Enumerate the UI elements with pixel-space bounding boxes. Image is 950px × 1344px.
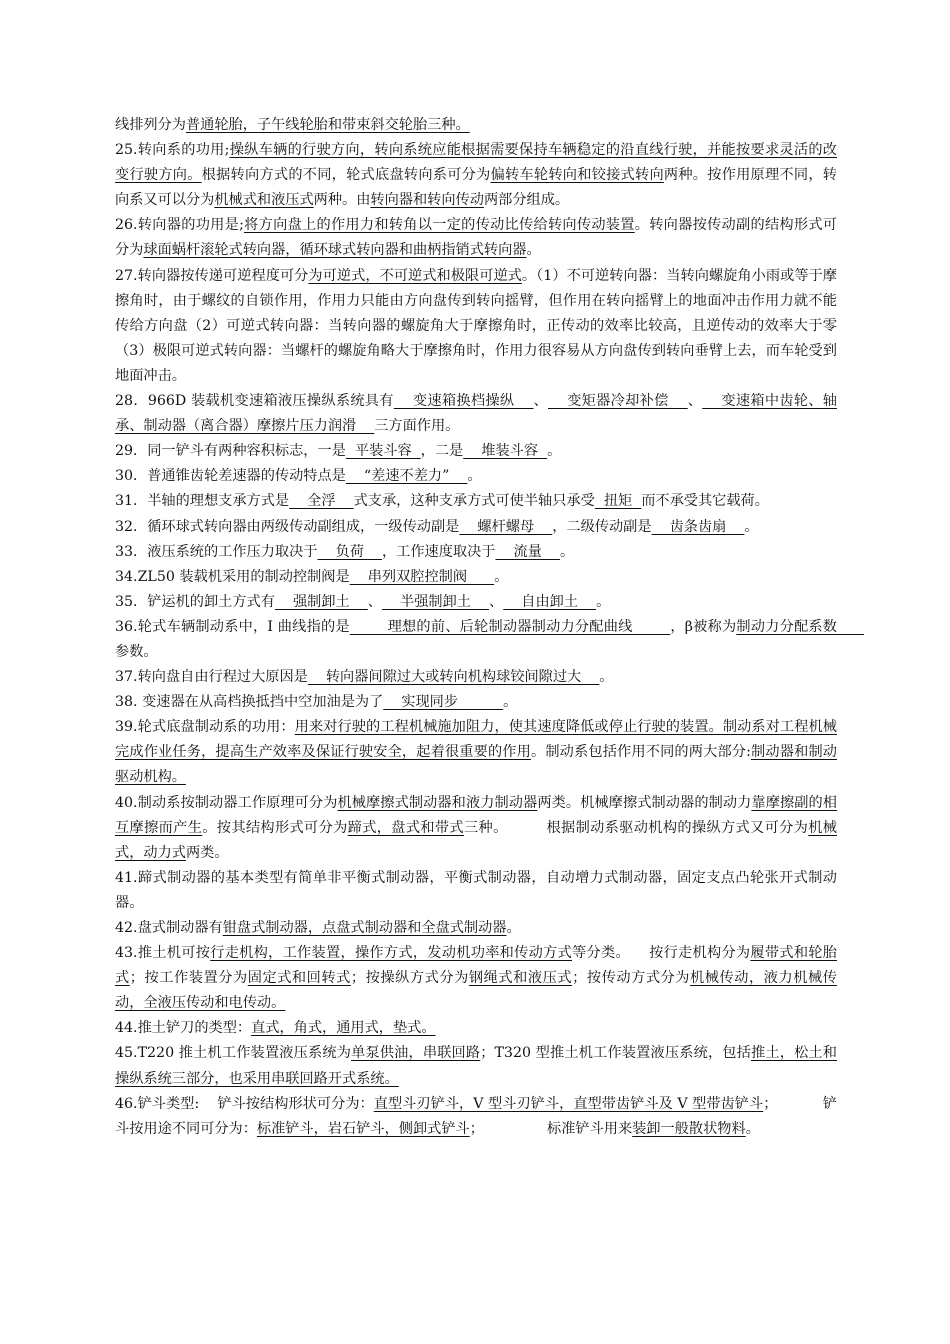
text-run: 。 <box>745 1120 760 1137</box>
text-run: 。 <box>744 518 759 535</box>
underlined-answer: 负荷 <box>317 543 382 560</box>
underlined-answer: 理想的前、后轮制动器制动力分配曲线 <box>349 618 671 635</box>
underlined-answer: “差速不差力” <box>345 468 468 485</box>
underlined-answer: 扭矩 <box>594 493 642 510</box>
underlined-answer: 半强制卸土 <box>381 593 490 610</box>
text-run: 33．液压系统的工作压力取决于 <box>115 543 318 560</box>
text-run: 两部分组成。 <box>483 192 570 209</box>
text-run: 27.转向器按传递可逆程度可分 <box>115 267 309 284</box>
paragraph <box>115 389 837 439</box>
paragraph <box>115 665 837 690</box>
paragraph <box>115 791 837 866</box>
text-run: 26.转向器的功用是; <box>115 217 244 234</box>
text-run: 、 <box>687 393 703 410</box>
paragraph <box>115 590 837 615</box>
text-run: 。 <box>467 468 482 485</box>
underlined-answer: 制动器和制动驱动机构。 <box>115 744 837 786</box>
text-run: 。 <box>494 568 509 585</box>
text-run: 。 <box>547 443 562 460</box>
text-run: 。按其结构形式可分为 <box>202 819 348 836</box>
text-run: 。 <box>506 920 521 936</box>
text-run: ；按操纵方式分为 <box>350 970 469 987</box>
text-run: 两类。机械摩擦式制动器的制动力 <box>537 794 752 811</box>
text-run: 参数。 <box>115 643 158 660</box>
underlined-answer: 变速箱换档操纵 <box>393 393 534 410</box>
paragraph <box>115 113 837 138</box>
text-run: 式支承，这种支承方式可使半轴只承受 <box>353 493 595 510</box>
paragraph <box>115 941 837 1016</box>
text-run: 。（1）不可逆转向器：当转向螺旋角小雨或等于摩擦角时，由于螺纹的自锁作用，作用力只能由方向盘传到转向摇臂，但作用在转向摇臂上的地面冲击作用力就不能传给方向盘（2）可逆式转向器：当转向器的螺旋角大于摩擦角时，正传动的效率比较高，且逆传动的效率大于零（3）极限可逆式转向器：当螺杆的螺旋角略大于摩擦角时，作用力很容易从方向盘传到转向垂臂上去，而车轮受到地面冲击。 <box>115 267 837 384</box>
document-page <box>115 113 865 1142</box>
underlined-answer: 自由卸土 <box>503 593 597 610</box>
underlined-answer: 制动力分配系数 <box>736 618 865 635</box>
text-run: 、 <box>533 393 548 410</box>
underlined-answer: 机械式和液压式 <box>214 192 314 209</box>
underlined-answer: 履带式和轮胎式 <box>115 945 837 987</box>
underlined-answer: 为可逆式，不可逆式和极限可逆式 <box>308 267 522 284</box>
text-run: 三方面作用。 <box>374 418 460 435</box>
text-run: 线排列分为 <box>115 117 186 133</box>
underlined-answer: 转向器和转向传动 <box>370 192 484 209</box>
text-run: ，二级传动副是 <box>552 518 652 535</box>
text-run: 三种。 根据制动系驱动机构的操纵方式又可分为 <box>463 819 809 836</box>
underlined-answer: 实现同步 <box>383 694 504 711</box>
text-run: 32．循环球式转向器由两级传动副组成，一级传动副是 <box>115 518 460 535</box>
paragraph <box>115 866 837 916</box>
paragraph <box>115 1092 837 1142</box>
underlined-answer: 变矩器冷却补偿 <box>548 393 688 410</box>
underlined-answer: 普通轮胎，子午线轮胎和带束斜交轮胎三种。 <box>185 117 470 133</box>
text-run: 。 <box>599 669 614 686</box>
text-run: 39.轮式底盘制动系的功用： <box>115 719 295 736</box>
text-run: 两类。 <box>185 844 229 861</box>
underlined-answer: 靠摩擦副的相互摩擦而产生 <box>115 794 837 836</box>
text-run: 46.铲斗类型: 铲斗按结构形状可分为： <box>115 1095 374 1112</box>
underlined-answer: 操纵车辆的行驶方向，转向系统应能根据需要保持车辆稳定的沿直线行驶，并能按要求灵活的改变行驶方向。 <box>115 142 837 184</box>
underlined-answer: 直型斗刃铲斗，V 型斗刃铲斗，直型带齿铲斗及 V 型带齿铲斗 <box>373 1095 764 1112</box>
paragraph <box>115 213 837 263</box>
underlined-answer: 转向器间隙过大或转向机构球铰间隙过大 <box>307 669 600 686</box>
text-run: 两种。由 <box>313 192 371 209</box>
text-run: 25.转向系的功用; <box>115 142 230 159</box>
paragraph <box>115 489 837 514</box>
underlined-answer: 行走机构，工作装置，操作方式，发动机功率和传动方式 <box>210 945 573 962</box>
underlined-answer: 机械式，动力式 <box>115 819 837 861</box>
text-run: 。 <box>526 242 541 259</box>
text-run: ；按工作装置分为 <box>129 970 248 987</box>
text-run: 根据转向方式的不同，轮式底盘转向系可分为 <box>201 167 491 184</box>
paragraph <box>115 690 837 715</box>
underlined-answer: 堆装斗容 <box>463 443 548 460</box>
paragraph <box>115 138 837 213</box>
text-run: 、 <box>489 593 504 610</box>
underlined-answer: 齿条齿扇 <box>651 518 745 535</box>
underlined-answer: 标准铲斗，岩石铲斗，侧卸式铲斗 <box>256 1120 470 1137</box>
text-run: 28．966D 装载机变速箱液压操纵系统具有 <box>115 393 394 410</box>
underlined-answer: 球面蜗杆滚轮式转向器，循环球式转向器和曲柄指销式转向器 <box>143 242 527 259</box>
paragraph <box>115 515 837 540</box>
underlined-answer: 直式，角式，通用式，垫式。 <box>251 1020 436 1037</box>
underlined-answer: 全浮 <box>289 493 354 510</box>
text-run: ； 铲斗按用途不同可分为： <box>115 1095 837 1137</box>
text-run: 而不承受其它载荷。 <box>641 493 769 510</box>
underlined-answer: 蹄式，盘式和带式 <box>347 819 464 836</box>
underlined-answer: 偏转车轮转向和铰接式转向 <box>490 167 664 184</box>
text-run: 。 <box>559 543 575 560</box>
text-run: 45.T220 推土机工作装置液压系统为 <box>115 1045 352 1062</box>
underlined-answer: 机械传动，液力机械传动，全液压传动和电传动。 <box>115 970 837 1012</box>
text-run: 、 <box>367 593 382 610</box>
underlined-answer: 推土，松土和操纵系统三部分，也采用串联回路开式系统。 <box>115 1045 837 1087</box>
underlined-answer: 单泵供油，串联回路 <box>351 1045 481 1062</box>
underlined-answer: 将方向盘上的作用力和转角以一定的传动比传给转向传动装置 <box>243 217 635 234</box>
paragraph <box>115 565 837 590</box>
text-run: 36.轮式车辆制动系中，I 曲线指的是 <box>115 618 350 635</box>
underlined-answer: 平装斗容 <box>345 443 421 460</box>
underlined-answer: 流量 <box>495 543 560 560</box>
text-run: 43.推土机可按 <box>115 945 211 962</box>
text-run: 41.蹄式制动器的基本类型有简单非平衡式制动器，平衡式制动器，自动增力式制动器，固定支点凸轮张开式制动器。 <box>115 869 837 911</box>
underlined-answer: 用来对行驶的工程机械施加阻力，使其速度降低或停止行驶的装置。制动系对工程机械完成作业任务，提高生产效率及保证行驶安全，起着很重要的作用 <box>115 719 837 761</box>
paragraph <box>115 1041 837 1091</box>
text-run: 。转向器按传动副的结构形式可分为 <box>115 217 837 259</box>
paragraph <box>115 916 837 941</box>
text-run: 。 <box>503 694 518 711</box>
paragraph <box>115 540 837 565</box>
underlined-answer: 固定式和回转式 <box>247 970 351 987</box>
text-run: 42.盘式制动器有 <box>115 920 223 936</box>
underlined-answer: 串列双腔控制阀 <box>349 568 495 585</box>
text-run: 44.推土铲刀的类型： <box>115 1020 252 1037</box>
text-run: 。 <box>596 593 611 610</box>
text-run: 30．普通锥齿轮差速器的传动特点是 <box>115 468 346 485</box>
text-run: 31．半轴的理想支承方式是 <box>115 493 290 510</box>
text-run: 。制动系包括作用不同的两大部分: <box>530 744 751 761</box>
text-run: ，二是 <box>420 443 464 460</box>
text-run: ，β被称为 <box>670 618 737 635</box>
underlined-answer: 钳盘式制动器，点盘式制动器和全盘式制动器 <box>222 920 507 936</box>
text-run: ，工作速度取决于 <box>381 543 496 560</box>
paragraph <box>115 264 837 389</box>
text-run: ；T320 型推土机工作装置液压系统，包括 <box>480 1045 752 1062</box>
underlined-answer: 装卸一般散状物料 <box>632 1120 746 1137</box>
text-run: 等分类。 按行走机构分为 <box>572 945 751 962</box>
text-run: ；按传动方式分为 <box>572 970 691 987</box>
paragraph <box>115 464 837 489</box>
text-run: 37.转向盘自由行程过大原因是 <box>115 669 308 686</box>
text-run: ； 标准铲斗用来 <box>469 1120 633 1137</box>
paragraph <box>115 439 837 464</box>
underlined-answer: 螺杆螺母 <box>459 518 553 535</box>
paragraph <box>115 715 837 790</box>
paragraph <box>115 615 865 665</box>
underlined-answer: 强制卸土 <box>274 593 368 610</box>
text-run: 34.ZL50 装载机采用的制动控制阀是 <box>115 568 350 585</box>
text-run: 40.制动系按制动器工作原理可分为 <box>115 794 338 811</box>
underlined-answer: 变速箱中齿轮、轴承、制动器（离合器）摩擦片压力润滑 <box>115 393 837 435</box>
underlined-answer: 机械摩擦式制动器和液力制动器 <box>337 794 538 811</box>
text-run: 35．铲运机的卸土方式有 <box>115 593 275 610</box>
underlined-answer: 钢绳式和液压式 <box>468 970 573 987</box>
text-run: 38. 变速器在从高档换抵挡中空加油是为了 <box>115 694 384 711</box>
text-run: 两种。按作用原理不同，转向系又可以分为 <box>115 167 837 209</box>
paragraph <box>115 1016 837 1041</box>
text-run: 29．同一铲斗有两种容积标志，一是 <box>115 443 346 460</box>
